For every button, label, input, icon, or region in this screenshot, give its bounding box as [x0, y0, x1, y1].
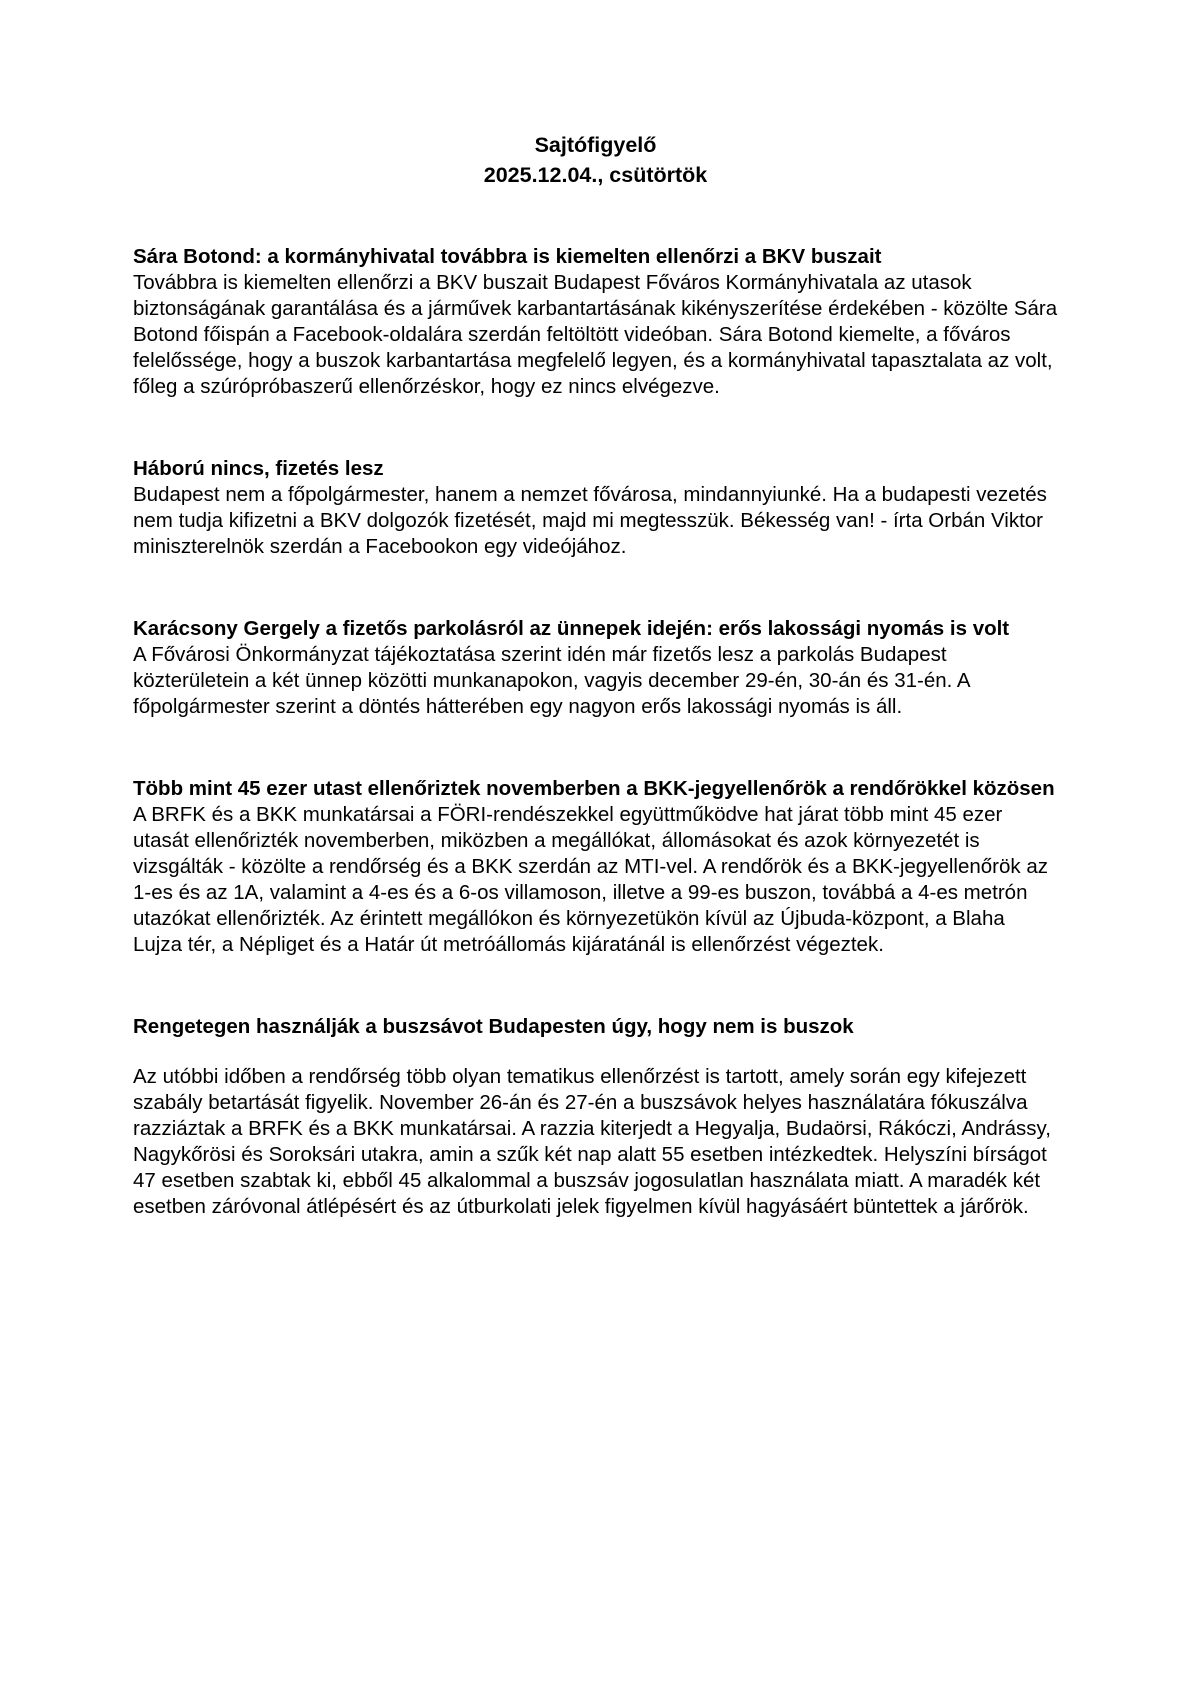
section-body: A Fővárosi Önkormányzat tájékoztatása szerint idén már fizetős lesz a parkolás Budapest közterületein a két ünnep közötti munkanapokon, vagyis december 29-én, 30-án és 31-én. A főpolgármester szerint a döntés hátterében egy nagyon erős lakossági nyomás is áll. — [133, 643, 970, 718]
section-body: Az utóbbi időben a rendőrség több olyan tematikus ellenőrzést is tartott, amely során egy kifejezett szabály betartását figyelik. November 26-án és 27-én a buszsávok helyes használatára fókuszálva razziáztak a BRFK és a BKK munkatársai. A razzia kiterjedt a Hegyalja, Budaörsi, Rákóczi, Andrássy, Nagykőrösi és Soroksári utakra, amin a szűk két nap alatt 55 esetben intézkedtek. Helyszíni bírságot 47 esetben szabtak ki, ebből 45 alkalommal a buszsáv jogosulatlan használata miatt. A maradék két esetben záróvonal átlépésért és az útburkolati jelek figyelmen kívül hagyásáért büntettek a járőrök. — [133, 1065, 1051, 1218]
document-title: Sajtófigyelő — [534, 133, 657, 157]
section-body: A BRFK és a BKK munkatársai a FÖRI-rendészekkel együttműködve hat járat több mint 45 ezer utasát ellenőrizték novemberben, miközben a megállókat, állomásokat és azok környezetét is vizsgálták - közölte a rendőrség és a BKK szerdán az MTI-vel. A rendőrök és a BKK-jegyellenőrök az 1-es és az 1A, valamint a 4-es és a 6-os villamoson, illetve a 99-es buszon, továbbá a 4-es metrón utazókat ellenőrizték. Az érintett megállókon és környezetükön kívül az Újbuda-központ, a Blaha Lujza tér, a Népliget és a Határ út metróállomás kijáratánál is ellenőrzést végeztek. — [133, 803, 1048, 956]
document-title-block — [133, 130, 1058, 190]
section-buszsav — [133, 1014, 1058, 1220]
section-heading: Sára Botond: a kormányhivatal továbbra is kiemelten ellenőrzi a BKV buszait — [133, 245, 882, 268]
section-heading: Háború nincs, fizetés lesz — [133, 457, 384, 480]
section-heading: Rengetegen használják a buszsávot Budapesten úgy, hogy nem is buszok — [133, 1015, 854, 1038]
section-bkk-jegyellenorok — [133, 776, 1058, 958]
section-heading: Több mint 45 ezer utast ellenőriztek novemberben a BKK-jegyellenőrök a rendőrökkel közösen — [133, 777, 1055, 800]
section-haboru-nincs — [133, 456, 1058, 560]
sections-container — [133, 244, 1058, 1220]
section-heading: Karácsony Gergely a fizetős parkolásról az ünnepek idején: erős lakossági nyomás is volt — [133, 617, 1010, 640]
section-sara-botond-bkv — [133, 244, 1058, 400]
section-body: Továbbra is kiemelten ellenőrzi a BKV buszait Budapest Főváros Kormányhivatala az utasok biztonságának garantálása és a járművek karbantartásának kikényszerítése érdekében - közölte Sára Botond főispán a Facebook-oldalára szerdán feltöltött videóban. Sára Botond kiemelte, a főváros felelőssége, hogy a buszok karbantartása megfelelő legyen, és a kormányhivatal tapasztalata az volt, főleg a szúrópróbaszerű ellenőrzéskor, hogy ez nincs elvégezve. — [133, 271, 1058, 398]
section-body: Budapest nem a főpolgármester, hanem a nemzet fővárosa, mindannyiunké. Ha a budapesti vezetés nem tudja kifizetni a BKV dolgozók fizetését, majd mi megtesszük. Békesség van! - írta Orbán Viktor miniszterelnök szerdán a Facebookon egy videójához. — [133, 483, 1047, 558]
section-karacsony-parkolas — [133, 616, 1058, 720]
document-date: 2025.12.04., csütörtök — [483, 163, 708, 187]
